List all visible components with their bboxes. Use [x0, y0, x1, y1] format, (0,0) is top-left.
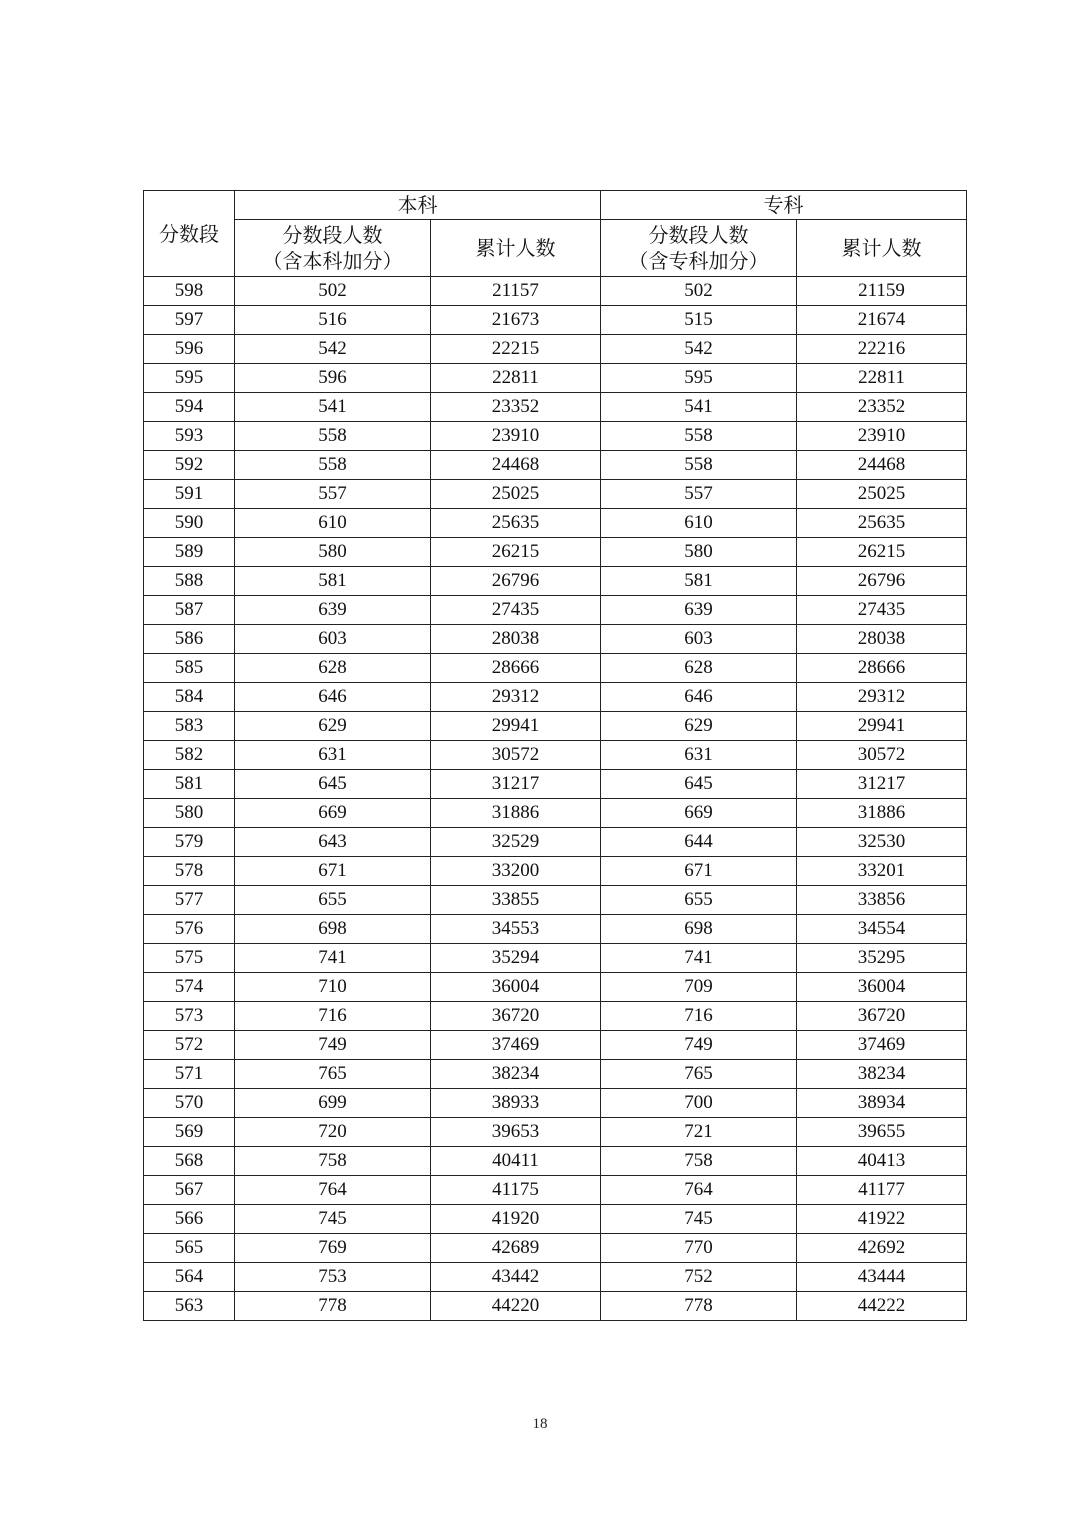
zhuanke-count-cell: 669 [601, 799, 797, 828]
benke-count-cell: 610 [235, 509, 431, 538]
score-cell: 596 [144, 335, 235, 364]
table-row [144, 683, 967, 712]
score-cell: 584 [144, 683, 235, 712]
benke-count-cell: 710 [235, 973, 431, 1002]
table-row [144, 915, 967, 944]
benke-count-cell: 541 [235, 393, 431, 422]
benke-count-cell: 745 [235, 1205, 431, 1234]
benke-count-cell: 758 [235, 1147, 431, 1176]
benke-count-cell: 580 [235, 538, 431, 567]
benke-cumulative-cell: 28666 [431, 654, 601, 683]
benke-cumulative-cell: 41175 [431, 1176, 601, 1205]
benke-cumulative-cell: 36720 [431, 1002, 601, 1031]
zhuanke-cumulative-cell: 31886 [797, 799, 967, 828]
benke-count-cell: 720 [235, 1118, 431, 1147]
benke-cumulative-cell: 33855 [431, 886, 601, 915]
zhuanke-count-cell: 631 [601, 741, 797, 770]
score-cell: 577 [144, 886, 235, 915]
score-cell: 594 [144, 393, 235, 422]
benke-count-cell: 669 [235, 799, 431, 828]
score-cell: 564 [144, 1263, 235, 1292]
table-row [144, 509, 967, 538]
benke-cumulative-cell: 22215 [431, 335, 601, 364]
benke-count-cell: 596 [235, 364, 431, 393]
benke-cumulative-cell: 21673 [431, 306, 601, 335]
score-cell: 582 [144, 741, 235, 770]
zhuanke-count-cell: 749 [601, 1031, 797, 1060]
table-row [144, 1147, 967, 1176]
zhuanke-count-cell: 645 [601, 770, 797, 799]
header-benke-count-line1: 分数段人数 [282, 223, 383, 247]
zhuanke-cumulative-cell: 28666 [797, 654, 967, 683]
score-cell: 586 [144, 625, 235, 654]
table-row [144, 625, 967, 654]
header-zhuanke-count-line1: 分数段人数 [648, 223, 749, 247]
zhuanke-count-cell: 745 [601, 1205, 797, 1234]
zhuanke-cumulative-cell: 30572 [797, 741, 967, 770]
score-cell: 592 [144, 451, 235, 480]
benke-count-cell: 753 [235, 1263, 431, 1292]
zhuanke-cumulative-cell: 29312 [797, 683, 967, 712]
table-row [144, 741, 967, 770]
score-cell: 569 [144, 1118, 235, 1147]
benke-count-cell: 778 [235, 1292, 431, 1321]
benke-cumulative-cell: 25025 [431, 480, 601, 509]
zhuanke-cumulative-cell: 28038 [797, 625, 967, 654]
zhuanke-count-cell: 541 [601, 393, 797, 422]
zhuanke-cumulative-cell: 22811 [797, 364, 967, 393]
zhuanke-count-cell: 721 [601, 1118, 797, 1147]
zhuanke-cumulative-cell: 41177 [797, 1176, 967, 1205]
benke-cumulative-cell: 26215 [431, 538, 601, 567]
benke-cumulative-cell: 29312 [431, 683, 601, 712]
score-cell: 563 [144, 1292, 235, 1321]
zhuanke-cumulative-cell: 43444 [797, 1263, 967, 1292]
table-row [144, 335, 967, 364]
benke-count-cell: 628 [235, 654, 431, 683]
table-row [144, 1263, 967, 1292]
benke-count-cell: 698 [235, 915, 431, 944]
benke-cumulative-cell: 38234 [431, 1060, 601, 1089]
benke-count-cell: 643 [235, 828, 431, 857]
benke-cumulative-cell: 40411 [431, 1147, 601, 1176]
header-benke-cumulative: 累计人数 [431, 220, 601, 277]
benke-cumulative-cell: 27435 [431, 596, 601, 625]
benke-cumulative-cell: 38933 [431, 1089, 601, 1118]
zhuanke-count-cell: 698 [601, 915, 797, 944]
benke-count-cell: 716 [235, 1002, 431, 1031]
benke-count-cell: 516 [235, 306, 431, 335]
benke-cumulative-cell: 25635 [431, 509, 601, 538]
score-cell: 571 [144, 1060, 235, 1089]
table-row [144, 654, 967, 683]
benke-count-cell: 655 [235, 886, 431, 915]
benke-count-cell: 581 [235, 567, 431, 596]
score-cell: 587 [144, 596, 235, 625]
benke-cumulative-cell: 44220 [431, 1292, 601, 1321]
zhuanke-count-cell: 770 [601, 1234, 797, 1263]
header-zhuanke-cumulative: 累计人数 [797, 220, 967, 277]
benke-cumulative-cell: 41920 [431, 1205, 601, 1234]
zhuanke-count-cell: 764 [601, 1176, 797, 1205]
benke-count-cell: 645 [235, 770, 431, 799]
score-distribution-table [143, 190, 967, 1321]
zhuanke-count-cell: 581 [601, 567, 797, 596]
zhuanke-cumulative-cell: 36004 [797, 973, 967, 1002]
benke-cumulative-cell: 28038 [431, 625, 601, 654]
score-cell: 568 [144, 1147, 235, 1176]
score-cell: 590 [144, 509, 235, 538]
score-cell: 588 [144, 567, 235, 596]
benke-count-cell: 603 [235, 625, 431, 654]
zhuanke-cumulative-cell: 31217 [797, 770, 967, 799]
zhuanke-count-cell: 580 [601, 538, 797, 567]
zhuanke-cumulative-cell: 40413 [797, 1147, 967, 1176]
zhuanke-count-cell: 709 [601, 973, 797, 1002]
table-row [144, 1089, 967, 1118]
score-cell: 597 [144, 306, 235, 335]
benke-count-cell: 629 [235, 712, 431, 741]
score-cell: 565 [144, 1234, 235, 1263]
zhuanke-count-cell: 515 [601, 306, 797, 335]
benke-cumulative-cell: 31217 [431, 770, 601, 799]
zhuanke-count-cell: 700 [601, 1089, 797, 1118]
benke-cumulative-cell: 36004 [431, 973, 601, 1002]
zhuanke-cumulative-cell: 26796 [797, 567, 967, 596]
benke-cumulative-cell: 24468 [431, 451, 601, 480]
table-row [144, 1031, 967, 1060]
benke-cumulative-cell: 33200 [431, 857, 601, 886]
zhuanke-count-cell: 655 [601, 886, 797, 915]
table-row [144, 1176, 967, 1205]
table-row [144, 596, 967, 625]
table-row [144, 1234, 967, 1263]
table-row [144, 1002, 967, 1031]
zhuanke-cumulative-cell: 21159 [797, 277, 967, 306]
zhuanke-count-cell: 595 [601, 364, 797, 393]
table-row [144, 277, 967, 306]
zhuanke-count-cell: 639 [601, 596, 797, 625]
zhuanke-count-cell: 629 [601, 712, 797, 741]
zhuanke-count-cell: 557 [601, 480, 797, 509]
zhuanke-cumulative-cell: 24468 [797, 451, 967, 480]
zhuanke-count-cell: 778 [601, 1292, 797, 1321]
zhuanke-cumulative-cell: 23910 [797, 422, 967, 451]
score-cell: 567 [144, 1176, 235, 1205]
benke-count-cell: 631 [235, 741, 431, 770]
zhuanke-cumulative-cell: 23352 [797, 393, 967, 422]
benke-count-cell: 558 [235, 451, 431, 480]
score-cell: 589 [144, 538, 235, 567]
score-cell: 580 [144, 799, 235, 828]
zhuanke-cumulative-cell: 33201 [797, 857, 967, 886]
table-row [144, 1205, 967, 1234]
benke-cumulative-cell: 31886 [431, 799, 601, 828]
benke-cumulative-cell: 42689 [431, 1234, 601, 1263]
table-row [144, 944, 967, 973]
score-cell: 583 [144, 712, 235, 741]
benke-count-cell: 639 [235, 596, 431, 625]
zhuanke-count-cell: 502 [601, 277, 797, 306]
benke-count-cell: 671 [235, 857, 431, 886]
score-cell: 566 [144, 1205, 235, 1234]
table-row [144, 828, 967, 857]
zhuanke-cumulative-cell: 32530 [797, 828, 967, 857]
header-score-band: 分数段 [144, 191, 235, 277]
zhuanke-cumulative-cell: 33856 [797, 886, 967, 915]
zhuanke-cumulative-cell: 21674 [797, 306, 967, 335]
zhuanke-cumulative-cell: 36720 [797, 1002, 967, 1031]
table-body [144, 277, 967, 1321]
table-row [144, 306, 967, 335]
table-row [144, 799, 967, 828]
zhuanke-cumulative-cell: 22216 [797, 335, 967, 364]
header-zhuanke-count [601, 220, 797, 277]
benke-cumulative-cell: 26796 [431, 567, 601, 596]
table-row [144, 1060, 967, 1089]
zhuanke-count-cell: 716 [601, 1002, 797, 1031]
benke-count-cell: 699 [235, 1089, 431, 1118]
table-row [144, 480, 967, 509]
table-row [144, 857, 967, 886]
table-row [144, 567, 967, 596]
zhuanke-count-cell: 644 [601, 828, 797, 857]
table-row [144, 422, 967, 451]
benke-cumulative-cell: 21157 [431, 277, 601, 306]
benke-cumulative-cell: 43442 [431, 1263, 601, 1292]
zhuanke-cumulative-cell: 38234 [797, 1060, 967, 1089]
score-cell: 574 [144, 973, 235, 1002]
score-cell: 579 [144, 828, 235, 857]
table-row [144, 886, 967, 915]
table-row [144, 1292, 967, 1321]
table-row [144, 364, 967, 393]
zhuanke-cumulative-cell: 44222 [797, 1292, 967, 1321]
table-row [144, 1118, 967, 1147]
benke-count-cell: 646 [235, 683, 431, 712]
score-cell: 575 [144, 944, 235, 973]
zhuanke-cumulative-cell: 26215 [797, 538, 967, 567]
benke-cumulative-cell: 39653 [431, 1118, 601, 1147]
score-cell: 572 [144, 1031, 235, 1060]
score-cell: 578 [144, 857, 235, 886]
table-row [144, 973, 967, 1002]
benke-cumulative-cell: 32529 [431, 828, 601, 857]
score-cell: 595 [144, 364, 235, 393]
table-row [144, 770, 967, 799]
header-benke-group: 本科 [235, 191, 601, 220]
zhuanke-count-cell: 610 [601, 509, 797, 538]
zhuanke-cumulative-cell: 25025 [797, 480, 967, 509]
zhuanke-cumulative-cell: 25635 [797, 509, 967, 538]
score-cell: 593 [144, 422, 235, 451]
zhuanke-cumulative-cell: 39655 [797, 1118, 967, 1147]
score-cell: 573 [144, 1002, 235, 1031]
table-row [144, 393, 967, 422]
zhuanke-cumulative-cell: 35295 [797, 944, 967, 973]
benke-cumulative-cell: 23910 [431, 422, 601, 451]
zhuanke-count-cell: 758 [601, 1147, 797, 1176]
zhuanke-cumulative-cell: 27435 [797, 596, 967, 625]
benke-count-cell: 558 [235, 422, 431, 451]
benke-count-cell: 741 [235, 944, 431, 973]
zhuanke-count-cell: 752 [601, 1263, 797, 1292]
benke-count-cell: 542 [235, 335, 431, 364]
table-row [144, 538, 967, 567]
header-zhuanke-group: 专科 [601, 191, 967, 220]
score-cell: 576 [144, 915, 235, 944]
benke-count-cell: 502 [235, 277, 431, 306]
score-cell: 585 [144, 654, 235, 683]
benke-cumulative-cell: 37469 [431, 1031, 601, 1060]
table-row [144, 451, 967, 480]
header-zhuanke-count-line2: （含专科加分） [628, 249, 769, 273]
zhuanke-count-cell: 558 [601, 451, 797, 480]
zhuanke-count-cell: 628 [601, 654, 797, 683]
zhuanke-count-cell: 558 [601, 422, 797, 451]
benke-cumulative-cell: 34553 [431, 915, 601, 944]
score-cell: 591 [144, 480, 235, 509]
zhuanke-cumulative-cell: 37469 [797, 1031, 967, 1060]
table-row [144, 712, 967, 741]
page-number: 18 [532, 1416, 548, 1432]
zhuanke-cumulative-cell: 38934 [797, 1089, 967, 1118]
score-cell: 570 [144, 1089, 235, 1118]
header-benke-count [235, 220, 431, 277]
score-cell: 598 [144, 277, 235, 306]
zhuanke-cumulative-cell: 29941 [797, 712, 967, 741]
zhuanke-cumulative-cell: 34554 [797, 915, 967, 944]
benke-count-cell: 749 [235, 1031, 431, 1060]
zhuanke-count-cell: 542 [601, 335, 797, 364]
benke-cumulative-cell: 30572 [431, 741, 601, 770]
zhuanke-count-cell: 741 [601, 944, 797, 973]
zhuanke-cumulative-cell: 42692 [797, 1234, 967, 1263]
benke-count-cell: 765 [235, 1060, 431, 1089]
zhuanke-count-cell: 646 [601, 683, 797, 712]
zhuanke-count-cell: 603 [601, 625, 797, 654]
benke-cumulative-cell: 22811 [431, 364, 601, 393]
benke-cumulative-cell: 29941 [431, 712, 601, 741]
benke-count-cell: 769 [235, 1234, 431, 1263]
zhuanke-cumulative-cell: 41922 [797, 1205, 967, 1234]
benke-count-cell: 557 [235, 480, 431, 509]
header-benke-count-line2: （含本科加分） [262, 249, 403, 273]
zhuanke-count-cell: 765 [601, 1060, 797, 1089]
score-cell: 581 [144, 770, 235, 799]
benke-count-cell: 764 [235, 1176, 431, 1205]
zhuanke-count-cell: 671 [601, 857, 797, 886]
benke-cumulative-cell: 23352 [431, 393, 601, 422]
benke-cumulative-cell: 35294 [431, 944, 601, 973]
